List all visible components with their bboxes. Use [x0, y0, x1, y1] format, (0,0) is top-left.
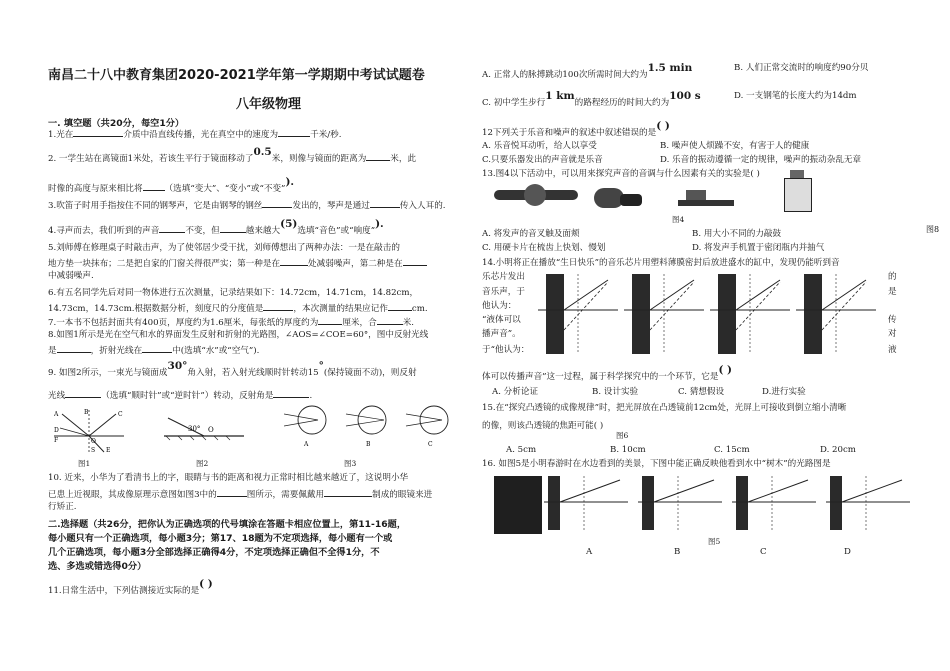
figure-4-image-c	[678, 186, 734, 210]
q15-option-b: B. 10cm	[610, 445, 646, 455]
figure-3-caption: 图3	[344, 459, 357, 468]
q13-option-a: A. 将发声的音叉触及面颊	[482, 229, 580, 239]
question-12: 12下列关于乐音和噪声的叙述中叙述错误的是( )	[482, 120, 670, 138]
q14-option-d: D.进行实验	[762, 387, 806, 397]
q13-option-c: C. 用硬卡片在梳齿上快划、慢划	[482, 243, 606, 253]
figure-2-caption: 图2	[196, 459, 209, 468]
question-1: 1.光在 介质中沿直线传播，光在真空中的速度为 千米/秒.	[48, 127, 342, 141]
q14-option-c: C. 猜想假设	[678, 387, 725, 397]
fig3-label-b: B	[366, 441, 371, 448]
q16-label-b: B	[674, 547, 681, 557]
q14-right-1: 的	[888, 272, 897, 282]
q14-left-1: 乐芯片发出	[482, 272, 525, 282]
q15-option-a: A. 5cm	[506, 445, 537, 455]
q12-option-b: B. 噪声使人烦躁不安，有害于人的健康	[660, 141, 810, 151]
q14-left-6: 于“他认为：	[482, 345, 530, 355]
section2-heading-line2: 每小题只有一个正确选项，每小题3分；第17、18题为不定项选择，每小题有一个或	[48, 533, 393, 544]
q14-conclusion: 体可以传播声音”这一过程，属于科学探究中的一个环节，它是( )	[482, 364, 733, 382]
figure-4-image-d	[782, 170, 812, 210]
figure-6	[538, 270, 878, 360]
q13-option-b: B. 用大小不同的力敲鼓	[692, 229, 782, 239]
question-9-line2: 光线 （选填“顺时针”或“逆时针”）转动，反射角是 .	[48, 388, 312, 402]
q14-left-2: 音乐声，于	[482, 287, 525, 297]
q12-option-c: C.只要乐器发出的声音就是乐音	[482, 155, 603, 165]
fig1-label-s: S	[91, 447, 96, 454]
fig1-label-c: C	[118, 411, 123, 418]
q11-option-c: C. 初中学生步行1 km的路程经历的时间大约为100 s	[482, 90, 701, 108]
fig1-label-o: O	[91, 438, 96, 445]
q16-label-c: C	[760, 547, 767, 557]
question-10-line3: 行矫正.	[48, 502, 77, 512]
q12-option-d: D. 乐音的振动遵循一定的规律，噪声的振动杂乱无章	[660, 155, 862, 165]
question-14: 14.小明将正在播放“生日快乐”的音乐芯片用塑料薄膜密封后放进盛水的缸中，发现仍能听到音	[482, 258, 840, 268]
question-6: 6.有五名同学先后对同一物体进行五次测量，记录结果如下：14.72cm，14.71cm，14.82cm，	[48, 288, 419, 298]
q12-option-a: A. 乐音悦耳动听，给人以享受	[482, 141, 597, 151]
question-16: 16. 如图5是小明春游时在水边看到的美景，下图中能正确反映他看到水中“树木”的光路图是	[482, 459, 831, 469]
q14-right-5: 液	[888, 345, 897, 355]
q14-left-3: 他认为：	[482, 301, 517, 311]
edge-figure-label: 图8	[926, 225, 940, 234]
question-10-line2: 已患上近视眼，其成像原理示意图如图3中的 图所示，需要佩戴用 制成的眼镜来进	[48, 487, 432, 501]
fig2-angle: 30°	[188, 425, 201, 433]
section2-heading-line4: 选、多选或错选得0分）	[48, 561, 147, 572]
fig1-label-a: A	[54, 411, 59, 418]
question-5-line2: 地方垫一块抹布；二是把自家的门窗关得很严实；第一种是在 处减弱噪声，第二种是在	[48, 256, 427, 270]
q15-option-d: D. 20cm	[820, 445, 856, 455]
q11-option-d: D. 一支钢笔的长度大约为14dm	[734, 91, 857, 101]
question-7: 7.一本书不包括封面共有400页，厚度约为1.6厘米，每张纸的厚度约为 厘米，合 米.	[48, 315, 414, 329]
q16-label-a: A	[586, 547, 593, 557]
exam-subject: 八年级物理	[236, 97, 302, 112]
q11-option-b: B. 人们正常交流时的响度约90分贝	[734, 63, 869, 73]
figure-2	[164, 414, 244, 444]
question-9: 9. 如图2所示，一束光与镜面成30°角入射，若入射光线顺时针转动15°(保持镜面不动)，则反射	[48, 360, 417, 378]
question-13: 13.图4以下活动中，可以用来探究声音的音调与什么因素有关的实验是( )	[482, 169, 760, 179]
fig3-label-c: C	[428, 441, 433, 448]
q14-right-2: 是	[888, 287, 897, 297]
q14-left-4: “液体可以	[482, 315, 521, 325]
question-2: 2. 一学生站在离镜面1米处，若该生平行于镜面移动了0.5米，则像与镜面的距离为 米，此	[48, 146, 417, 164]
fig3-label-a: A	[304, 441, 309, 448]
question-3: 3.吹笛子时用手指按住不同的钢琴声，它是由钢琴的钢丝 发出的，琴声是通过 传入人耳的.	[48, 198, 446, 212]
q14-right-4: 对	[888, 329, 897, 339]
question-11: 11.日常生活中，下列估测接近实际的是( )	[48, 578, 213, 596]
figure-5-caption: 图5	[708, 537, 721, 546]
q16-diagrams	[544, 474, 920, 534]
q14-right-3: 传	[888, 315, 897, 325]
figure-4-image-b	[588, 184, 644, 212]
question-8-line2: 是 ，折射光线在 中(选填“水”或“空气”).	[48, 343, 259, 357]
fig1-label-f: F	[54, 437, 59, 444]
question-5-line3: 中减弱噪声.	[48, 271, 94, 281]
figure-6-caption: 图6	[616, 431, 629, 440]
figure-1-caption: 图1	[78, 459, 91, 468]
exam-title: 南昌二十八中教育集团2020-2021学年第一学期期中考试试题卷	[48, 68, 425, 83]
figure-5-photo	[494, 476, 542, 534]
q15-option-c: C. 15cm	[714, 445, 750, 455]
fig1-label-e: E	[106, 447, 111, 454]
fig2-o: O	[208, 426, 214, 434]
question-10: 10. 近来，小华为了看清书上的字，眼睛与书的距离和视力正常时相比越来越近了，这说明小华	[48, 473, 409, 483]
q14-left-5: 播声音”。	[482, 329, 521, 339]
figure-1	[54, 408, 124, 454]
section2-heading-line1: 二.选择题（共26分，把你认为正确选项的代号填涂在答题卡相应位置上，第11-16题，	[48, 519, 407, 530]
section1-heading: 一. 填空题（共20分，每空1分）	[48, 118, 185, 129]
q11-option-a: A. 正常人的脉搏跳动100次所需时间大约为1.5 min	[482, 62, 693, 80]
fig1-label-d: D	[54, 427, 59, 434]
question-15-line2: 的像，则该凸透镜的焦距可能( )	[482, 421, 604, 431]
fig1-label-b: B	[84, 409, 89, 416]
figure-3	[284, 402, 464, 450]
question-5: 5.刘师傅在修理桌子时敲击声，为了使邻居少受干扰，刘师傅想出了两种办法：一是在敲击的	[48, 243, 400, 253]
figure-4-image-a	[494, 184, 584, 210]
section2-heading-line3: 几个正确选项，每小题3分全部选择正确得4分，不定项选择正确但不全得1分，不	[48, 547, 380, 558]
q13-option-d: D. 将发声手机置于密闭瓶内并抽气	[692, 243, 825, 253]
question-4: 4.寻声而去，我们听到的声音 不变，但 越来越大(5)选填“音色”或“响度”).	[48, 218, 384, 236]
question-2-cont: 时像的高度与原来相比将 （选填“变大”、“变小”或“不变”).	[48, 176, 295, 194]
q16-label-d: D	[844, 547, 851, 557]
q14-option-b: B. 设计实验	[592, 387, 639, 397]
question-6-line2: 14.73cm，14.73cm.根据数据分析，刻度尺的分度值是 ，本次测量的结果应记作 cm.	[48, 301, 428, 315]
question-8: 8.如图1所示是光在空气和水的界面发生反射和折射的光路图，∠AOS=∠COE=60°，图中反射光线	[48, 330, 429, 340]
question-15: 15.在“探究凸透镜的成像规律”时，把光屏放在凸透镜前12cm处，光屏上可接收到倒立缩小清晰	[482, 403, 847, 413]
figure-4-caption: 图4	[672, 215, 685, 224]
q14-option-a: A. 分析论证	[492, 387, 539, 397]
